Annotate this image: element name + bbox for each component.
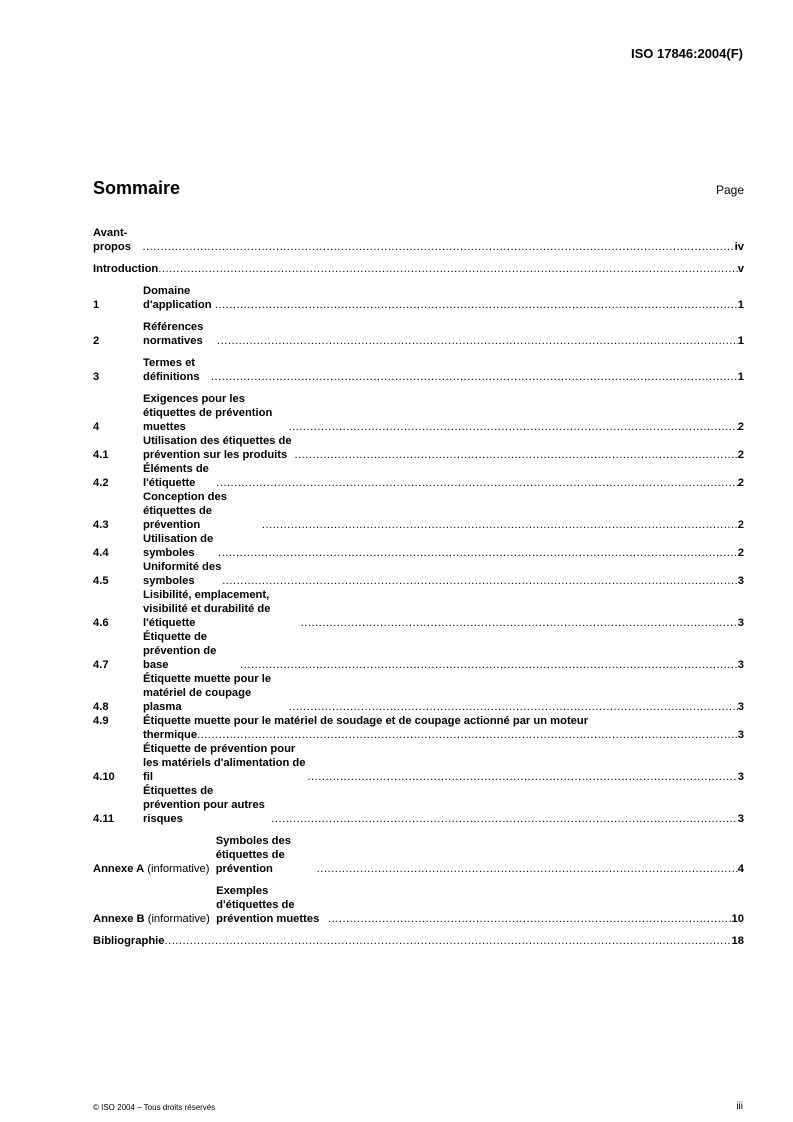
toc-entry-text: Domaine d'application bbox=[143, 285, 212, 311]
toc-entry-text: Exemples d'étiquettes de prévention muettes bbox=[216, 885, 320, 925]
toc-entry-page: 18 bbox=[731, 935, 744, 947]
toc-entry-page: 2 bbox=[737, 449, 744, 461]
toc-entry-3[interactable] bbox=[93, 356, 744, 384]
toc-entry-4-9[interactable] bbox=[93, 714, 744, 742]
toc-entry-text: Étiquette de prévention de base bbox=[143, 631, 217, 671]
document-id: ISO 17846:2004(F) bbox=[630, 46, 743, 61]
toc-entry-4-6[interactable] bbox=[93, 588, 744, 630]
toc-entry-text: Lisibilité, emplacement, visibilité et durabilité de l'étiquette bbox=[143, 589, 271, 629]
toc-entry-1[interactable] bbox=[93, 284, 744, 312]
toc-entry-page: 3 bbox=[737, 617, 744, 629]
toc-entry-4-2[interactable] bbox=[93, 462, 744, 490]
annex-label: Annexe A bbox=[93, 863, 145, 875]
toc-entry-text-line1: Étiquette muette pour le matériel de soudage et de coupage actionné par un moteur bbox=[143, 715, 589, 727]
toc-entry-text-line2: thermique bbox=[143, 729, 198, 741]
toc-entry-page: 2 bbox=[737, 547, 744, 559]
toc-entry-text: Termes et définitions bbox=[143, 357, 200, 383]
toc-entry-bibliographie[interactable] bbox=[93, 934, 744, 948]
toc-entry-text: Conception des étiquettes de prévention bbox=[143, 491, 227, 531]
toc-entry-annex-a[interactable] bbox=[93, 834, 744, 876]
toc-entry-4-10[interactable] bbox=[93, 742, 744, 784]
toc-entry-number: 4.6 bbox=[93, 617, 109, 629]
toc-entry-page: 3 bbox=[737, 813, 744, 825]
toc-entry-text: Exigences pour les étiquettes de prévention muettes bbox=[143, 393, 273, 433]
toc-entry-page: 3 bbox=[737, 701, 744, 713]
toc-entry-text: Avant-propos bbox=[93, 227, 131, 253]
toc-entry-4-1[interactable] bbox=[93, 434, 744, 462]
annex-label: Annexe B bbox=[93, 913, 145, 925]
toc-entry-text: Étiquettes de prévention pour autres risques bbox=[143, 785, 265, 825]
toc-entry-number: 3 bbox=[93, 371, 100, 383]
toc-title: Sommaire bbox=[93, 178, 181, 198]
toc-entry-4-11[interactable] bbox=[93, 784, 744, 826]
toc-entry-number: 4.11 bbox=[93, 813, 115, 825]
toc-entry-number: 4.8 bbox=[93, 701, 109, 713]
toc-entry-number: 4.9 bbox=[93, 715, 109, 727]
toc-entry-number: 4.10 bbox=[93, 771, 115, 783]
toc-entry-text: Références normatives bbox=[143, 321, 204, 347]
toc-entry-page: 3 bbox=[737, 659, 744, 671]
toc-entry-page: 1 bbox=[737, 299, 744, 311]
toc-entry-page: v bbox=[737, 263, 744, 275]
toc-entry-2[interactable] bbox=[93, 320, 744, 348]
toc-entry-number: 4.4 bbox=[93, 547, 109, 559]
toc-entry-number: 4 bbox=[93, 421, 100, 433]
toc-entry-page: 2 bbox=[737, 519, 744, 531]
page-column-label: Page bbox=[715, 183, 744, 197]
toc-entry-avant-propos[interactable] bbox=[93, 226, 744, 254]
annex-qualifier: (informative) bbox=[147, 913, 210, 925]
toc-entry-number: 4.1 bbox=[93, 449, 109, 461]
footer-page-number: iii bbox=[736, 1101, 743, 1112]
toc-entry-4[interactable] bbox=[93, 392, 744, 434]
toc-entry-page: 3 bbox=[737, 771, 744, 783]
toc-entry-4-5[interactable] bbox=[93, 560, 744, 588]
toc-entry-number: 1 bbox=[93, 299, 100, 311]
toc-entry-4-3[interactable] bbox=[93, 490, 744, 532]
toc-entry-text: Étiquette muette pour le matériel de coupage plasma bbox=[143, 673, 272, 713]
toc-entry-text: Éléments de l'étiquette bbox=[143, 463, 209, 489]
toc-entry-page: iv bbox=[734, 241, 744, 253]
table-of-contents bbox=[93, 226, 744, 948]
toc-entry-text: Introduction bbox=[93, 263, 159, 275]
toc-title-row bbox=[93, 175, 744, 199]
toc-entry-introduction[interactable] bbox=[93, 262, 744, 276]
toc-entry-number: 2 bbox=[93, 335, 100, 347]
toc-entry-page: 1 bbox=[737, 371, 744, 383]
toc-entry-page: 2 bbox=[737, 477, 744, 489]
toc-entry-text: Bibliographie bbox=[93, 935, 165, 947]
footer-copyright: © ISO 2004 – Tous droits réservés bbox=[93, 1103, 216, 1112]
toc-entry-number: 4.3 bbox=[93, 519, 109, 531]
toc-entry-number: 4.7 bbox=[93, 659, 109, 671]
toc-entry-text: Utilisation des étiquettes de prévention sur les produits bbox=[143, 435, 292, 461]
toc-entry-4-7[interactable] bbox=[93, 630, 744, 672]
toc-entry-4-8[interactable] bbox=[93, 672, 744, 714]
toc-entry-number: 4.2 bbox=[93, 477, 109, 489]
toc-entry-annex-b[interactable] bbox=[93, 884, 744, 926]
toc-entry-text: Uniformité des symboles bbox=[143, 561, 222, 587]
toc-entry-text: Symboles des étiquettes de prévention bbox=[215, 835, 291, 875]
toc-entry-text: Utilisation de symboles bbox=[143, 533, 214, 559]
toc-entry-text: Étiquette de prévention pour les matériels d'alimentation de fil bbox=[143, 743, 306, 783]
toc-entry-page: 1 bbox=[737, 335, 744, 347]
toc-entry-page: 3 bbox=[737, 729, 744, 741]
toc-entry-number: 4.5 bbox=[93, 575, 109, 587]
toc-entry-page: 3 bbox=[737, 575, 744, 587]
toc-entry-4-4[interactable] bbox=[93, 532, 744, 560]
toc-entry-page: 2 bbox=[737, 421, 744, 433]
annex-qualifier: (informative) bbox=[147, 863, 210, 875]
toc-entry-page: 4 bbox=[737, 863, 744, 875]
toc-entry-page: 10 bbox=[731, 913, 744, 925]
